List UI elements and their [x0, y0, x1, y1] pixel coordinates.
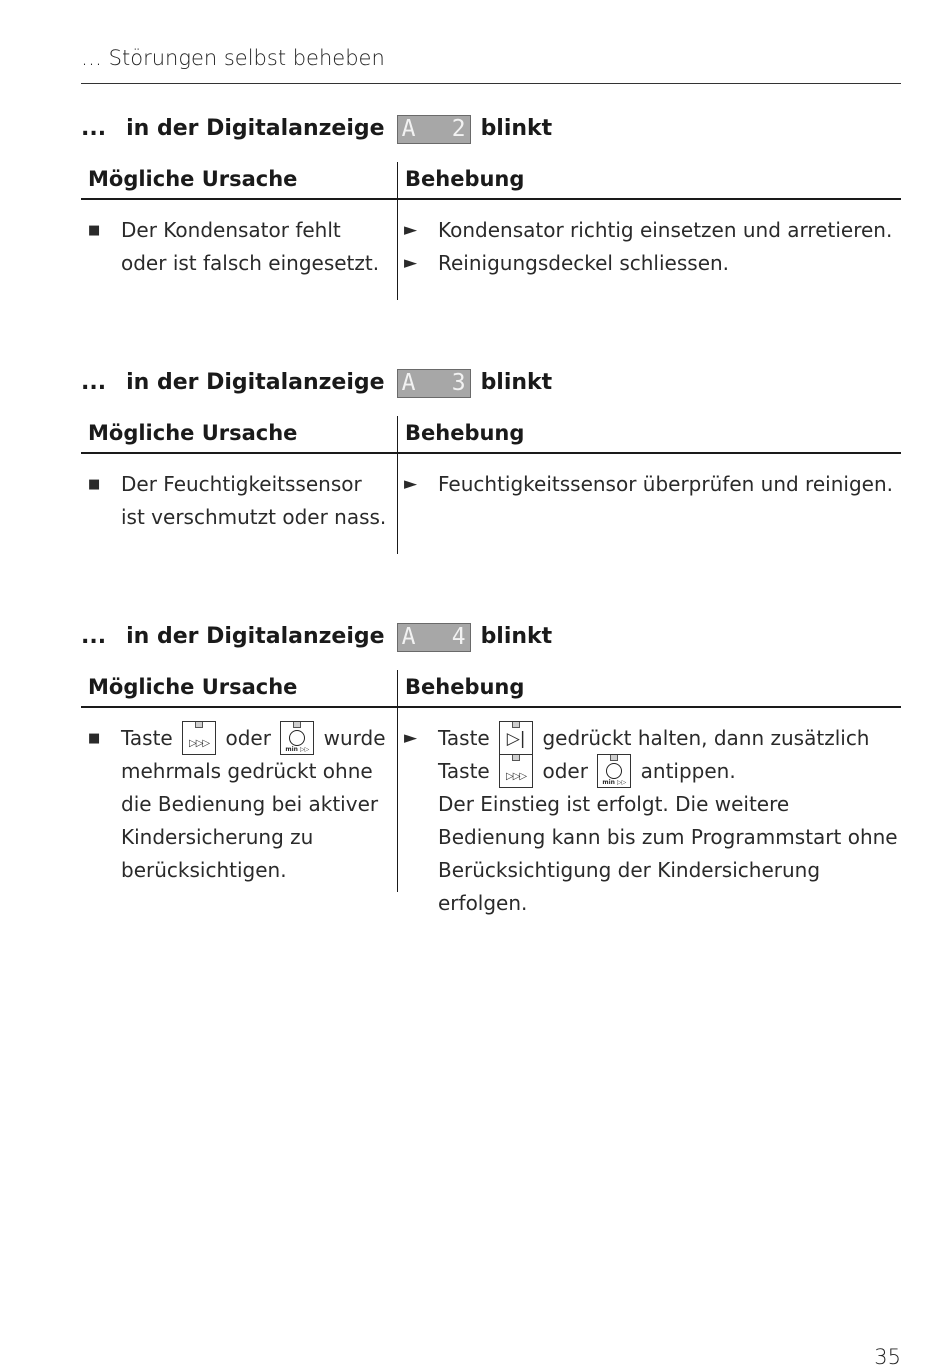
running-header: … Störungen selbst beheben — [81, 46, 385, 70]
section-title: ... in der Digitalanzeige A 3 blinkt — [81, 369, 553, 396]
table-row — [81, 454, 901, 554]
section-title: ... in der Digitalanzeige A 4 blinkt — [81, 623, 553, 650]
cause-cell — [81, 454, 397, 554]
arrow-icon: ► — [404, 728, 418, 748]
cause-text: Der Feuchtigkeitssensor ist verschmutzt oder nass. — [121, 472, 387, 529]
arrow-icon: ► — [404, 220, 418, 240]
cause-fix-table — [81, 670, 901, 915]
section-a3 — [81, 366, 901, 554]
column-header-fix: Behebung — [397, 670, 901, 706]
table-row — [81, 200, 901, 300]
column-header-fix: Behebung — [397, 416, 901, 452]
time-minutes-key-icon: min ▷▷ — [280, 721, 314, 755]
arrow-icon: ► — [404, 253, 418, 273]
column-header-fix: Behebung — [397, 162, 901, 198]
fix-cell — [397, 200, 901, 300]
bullet-icon: ■ — [88, 223, 101, 238]
page-number: 35 — [874, 1345, 901, 1369]
cause-fix-table — [81, 416, 901, 554]
column-header-cause: Mögliche Ursache — [88, 675, 298, 699]
start-pause-key-icon: ▷| — [499, 721, 533, 755]
table-header — [81, 416, 901, 454]
digital-display: A 3 — [397, 369, 471, 398]
section-a2 — [81, 112, 901, 300]
fix-text: Feuchtigkeitssensor überprüfen und reinigen. — [438, 472, 893, 496]
bullet-icon: ■ — [88, 477, 101, 492]
time-minutes-key-icon: min ▷▷ — [597, 754, 631, 788]
table-header — [81, 670, 901, 708]
table-header — [81, 162, 901, 200]
cause-cell — [81, 708, 397, 892]
header-rule — [81, 83, 901, 84]
fix-cell — [397, 454, 901, 554]
cause-cell — [81, 200, 397, 300]
section-a4 — [81, 620, 901, 915]
cause-text: Der Kondensator fehlt oder ist falsch eingesetzt. — [121, 218, 380, 275]
section-title: ... in der Digitalanzeige A 2 blinkt — [81, 115, 553, 142]
fix-text: Kondensator richtig einsetzen und arretieren. — [438, 218, 893, 242]
bullet-icon: ■ — [88, 731, 101, 746]
cause-text: Taste ▷▷▷ oder min ▷▷ wurde mehrmals gedrückt ohne die Bedienung bei aktiver Kindersicherung zu berücksichtigen. — [121, 722, 387, 887]
digital-display: A 2 — [397, 115, 471, 144]
table-row — [81, 708, 901, 915]
fast-forward-key-icon: ▷▷▷ — [499, 754, 533, 788]
column-header-cause: Mögliche Ursache — [88, 167, 298, 191]
fix-cell — [397, 708, 901, 915]
fix-text: Taste ▷| gedrückt halten, dann zusätzlich Taste ▷▷▷ oder min ▷▷ antippen. — [438, 722, 901, 788]
cause-fix-table — [81, 162, 901, 300]
fix-text: Reinigungsdeckel schliessen. — [438, 251, 730, 275]
digital-display: A 4 — [397, 623, 471, 652]
fix-note: Der Einstieg ist erfolgt. Die weitere Bedienung kann bis zum Programmstart ohne Berücksichtigung der Kindersicherung erfolgen. — [438, 792, 898, 915]
column-header-cause: Mögliche Ursache — [88, 421, 298, 445]
fast-forward-key-icon: ▷▷▷ — [182, 721, 216, 755]
arrow-icon: ► — [404, 474, 418, 494]
